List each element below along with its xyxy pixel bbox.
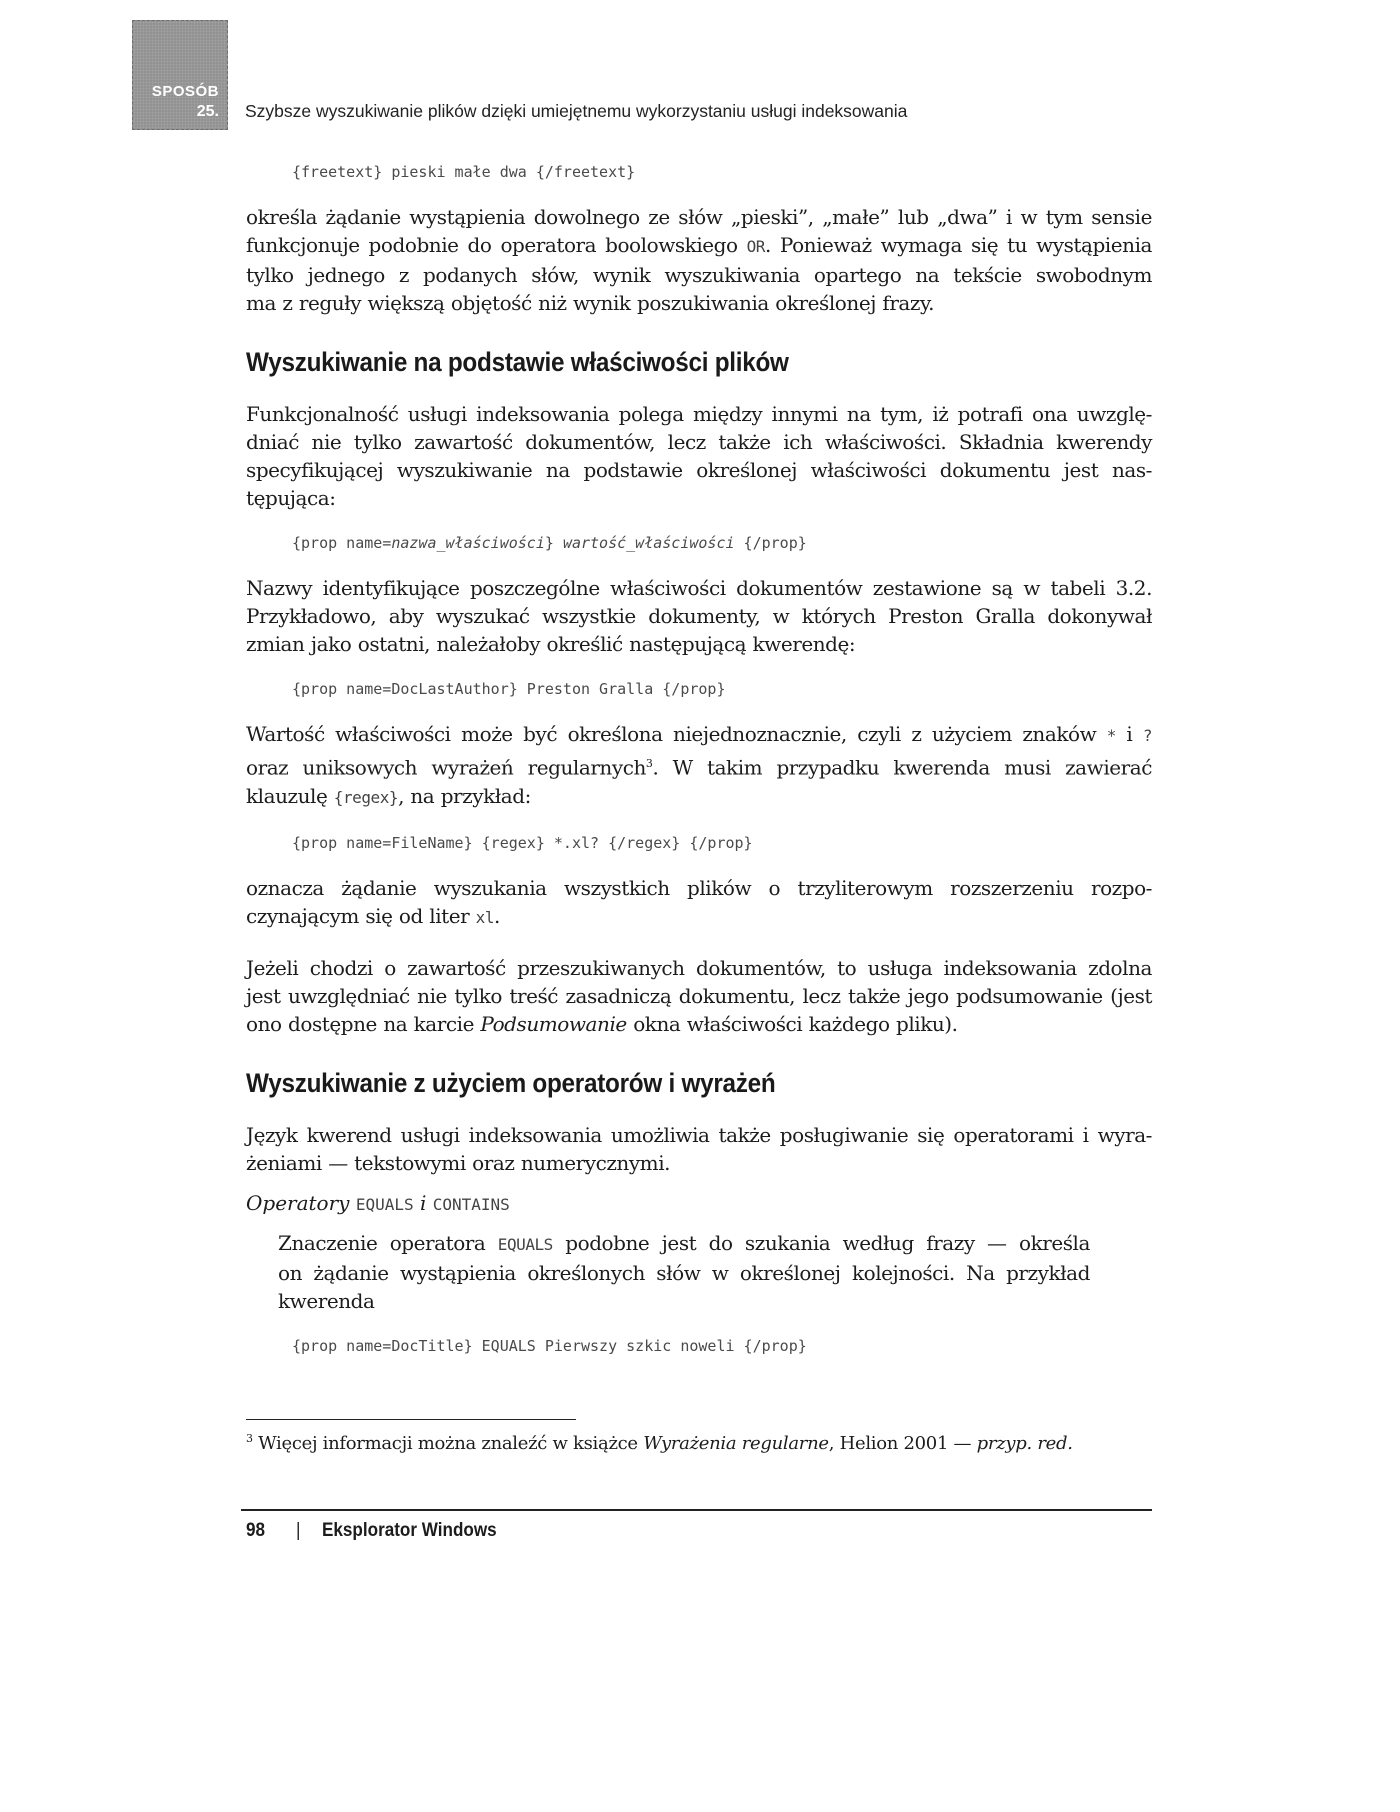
footer-separator: | [296,1520,301,1541]
page-number: 98 [246,1520,266,1541]
text-line: Nazwy identyfikujące poszczególne właściwości dokumentów zestawione są w tabeli 3.2. [246,576,1152,600]
text-line: kwerenda [278,1288,375,1313]
text-line: oraz uniksowych wyrażeń regularnych$^3$. W takim przypadku kwerenda musi zawierać [246,755,1152,780]
chapter-tab [132,20,228,130]
text-line: zmian jako ostatni, należałoby określić następującą kwerendę: [246,632,856,656]
text-line: Wartość właściwości może być określona niejednoznacznie, czyli z użyciem znaków * i ? [246,722,1152,746]
running-title: Szybsze wyszukiwanie plików dzięki umiejętnemu wykorzystaniu usługi indeksowania [245,101,908,121]
footnote-divider [246,1419,576,1420]
heading-properties: Wyszukiwanie na podstawie właściwości plików [246,347,789,377]
paragraph-equals [278,1229,1090,1315]
heading-operators: Wyszukiwanie z użyciem operatorów i wyrażeń [246,1067,776,1098]
tab-number: 25. [196,103,219,120]
code-equals-example: {prop name=DocTitle} EQUALS Pierwszy szkic noweli {/prop} [292,1336,807,1355]
page-body [246,155,1152,1363]
paragraph-operators [246,1121,1152,1177]
code-prop-syntax: {prop name=nazwa_właściwości} wartość_właściwości {/prop} [292,534,807,552]
text-line: Przykładowo, aby wyszukać wszystkie dokumenty, w których Preston Gralla dokonywał [246,604,1152,628]
code-doc-last-author: {prop name=DocLastAuthor} Preston Gralla {/prop} [292,680,726,698]
text-line: Jeżeli chodzi o zawartość przeszukiwanych dokumentów, to usługa indeksowania zdolna [246,955,1152,980]
text-line: ono dostępne na karcie Podsumowanie okna właściwości każdego pliku). [246,1011,958,1036]
footer-section-title: Eksplorator Windows [322,1520,497,1541]
paragraph-regex [246,720,1152,812]
text-line: ma z reguły większą objętość niż wynik poszukiwania określonej frazy. [246,291,935,315]
text-line: specyfikującej wyszukiwanie na podstawie określonej właściwości dokumentu jest nas- [246,458,1152,482]
code-freetext: {freetext} pieski małe dwa {/freetext} [292,163,636,181]
paragraph-regex-meaning [246,874,1152,932]
text-line: żeniami — tekstowymi oraz numerycznymi. [246,1150,671,1175]
text-line: tępująca: [246,486,336,510]
text-line: Znaczenie operatora EQUALS podobne jest do szukania według frazy — określa [278,1230,1090,1255]
text-line: oznacza żądanie wyszukania wszystkich plików o trzyliterowym rozszerzeniu rozpo- [246,875,1152,900]
text-line: dniać nie tylko zawartość dokumentów, lecz także ich właściwości. Składnia kwerendy [246,430,1152,454]
code-regex-example: {prop name=FileName} {regex} *.xl? {/regex} {/prop} [292,833,753,852]
footer-divider [241,1509,1152,1511]
text-line: Funkcjonalność usługi indeksowania polega między innymi na tym, iż potrafi ona uwzglę- [246,402,1152,426]
subheading-equals-contains: Operatory EQUALS i CONTAINS [246,1190,510,1215]
text-line: tylko jednego z podanych słów, wynik wyszukiwania opartego na tekście swobodnym [246,263,1152,287]
text-line: on żądanie wystąpienia określonych słów w określonej kolejności. Na przykład [278,1260,1090,1285]
paragraph-property-names [246,574,1152,658]
paragraph-summary [246,954,1152,1038]
footnote-ref: 3 [645,757,653,770]
tab-label: SPOSÓB [151,83,219,100]
text-line: Język kwerend usługi indeksowania umożliwia także posługiwanie się operatorami i wyra- [246,1122,1152,1147]
text-line: czynającym się od liter xl. [246,903,500,928]
text-line: funkcjonuje podobnie do operatora boolowskiego OR. Ponieważ wymaga się tu wystąpienia [246,233,1152,257]
paragraph-freetext [246,203,1152,317]
text-line: klauzulę {regex}, na przykład: [246,783,531,808]
footnote: $^3$ Więcej informacji można znaleźć w książce Wyrażenia regularne, Helion 2001 — przyp. red. [246,1432,1073,1454]
text-line: określa żądanie wystąpienia dowolnego ze słów „pieski”, „małe” lub „dwa” i w tym sensie [246,205,1152,229]
paragraph-properties [246,400,1152,512]
text-line: jest uwzględniać nie tylko treść zasadniczą dokumentu, lecz także jego podsumowanie (jest [246,983,1152,1008]
